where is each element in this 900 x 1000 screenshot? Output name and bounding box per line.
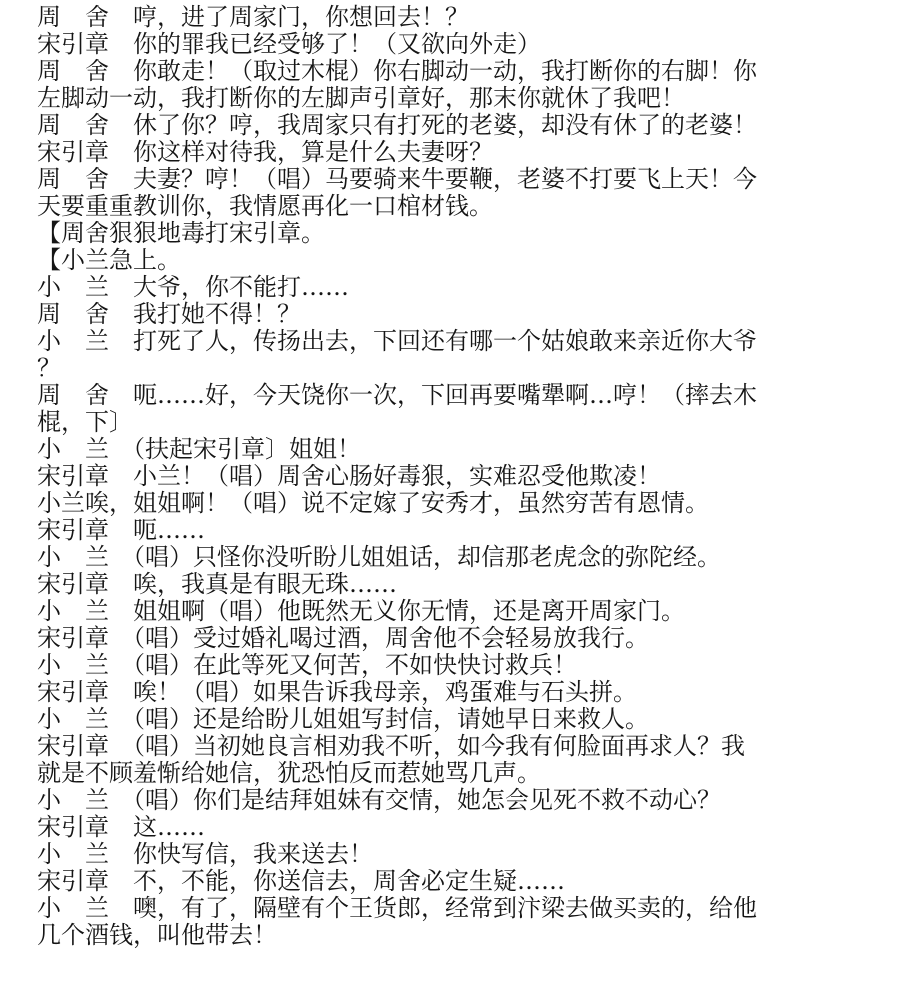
script-line: 周 舍 你敢走！（取过木棍）你右脚动一动，我打断你的右脚！你 xyxy=(37,57,757,85)
script-line: 小 兰 你快写信，我来送去！ xyxy=(37,840,373,868)
script-line: ？ xyxy=(37,354,61,382)
script-line: 宋引章 唉，我真是有眼无珠…… xyxy=(37,570,397,598)
script-line: 小 兰 大爷，你不能打…… xyxy=(37,273,349,301)
script-line: 宋引章 （唱）当初她良言相劝我不听，如今我有何脸面再求人？我 xyxy=(37,732,745,760)
script-line: 宋引章 这…… xyxy=(37,813,205,841)
script-line: 周 舍 休了你？哼，我周家只有打死的老婆，却没有休了的老婆！ xyxy=(37,111,757,139)
script-text xyxy=(37,4,877,949)
script-line: 几个酒钱，叫他带去！ xyxy=(37,921,277,949)
script-line: 棍，下〕 xyxy=(37,408,133,436)
script-line: 周 舍 哼，进了周家门，你想回去！？ xyxy=(37,3,469,31)
script-line: 小 兰 （扶起宋引章〕姐姐！ xyxy=(37,435,361,463)
script-line: 宋引章 呃…… xyxy=(37,516,205,544)
script-line: 【周舍狠狠地毒打宋引章。 xyxy=(37,219,325,247)
script-line: 左脚动一动，我打断你的左脚声引章好，那末你就休了我吧！ xyxy=(37,84,685,112)
script-line: 小 兰 （唱）只怪你没听盼儿姐姐话，却信那老虎念的弥陀经。 xyxy=(37,543,721,571)
script-line: 小 兰 （唱）还是给盼儿姐姐写封信，请她早日来救人。 xyxy=(37,705,649,733)
script-line: 小兰唉，姐姐啊！（唱）说不定嫁了安秀才，虽然穷苦有恩情。 xyxy=(37,489,709,517)
script-line: 就是不顾羞惭给她信，犹恐怕反而惹她骂几声。 xyxy=(37,759,541,787)
script-line: 小 兰 打死了人，传扬出去，下回还有哪一个姑娘敢来亲近你大爷 xyxy=(37,327,757,355)
script-line: 小 兰 （唱）你们是结拜姐妹有交情，她怎会见死不救不动心？ xyxy=(37,786,721,814)
script-line: 宋引章 小兰！（唱）周舍心肠好毒狠，实难忍受他欺凌！ xyxy=(37,462,661,490)
script-line: 小 兰 姐姐啊（唱）他既然无义你无情，还是离开周家门。 xyxy=(37,597,685,625)
script-line: 小 兰 （唱）在此等死又何苦，不如快快讨救兵！ xyxy=(37,651,577,679)
script-line: 宋引章 你这样对待我，算是什么夫妻呀？ xyxy=(37,138,493,166)
script-line: 天要重重教训你，我情愿再化一口棺材钱。 xyxy=(37,192,493,220)
script-line: 宋引章 （唱）受过婚礼喝过酒，周舍他不会轻易放我行。 xyxy=(37,624,649,652)
script-line: 宋引章 不，不能，你送信去，周舍必定生疑…… xyxy=(37,867,565,895)
script-line: 宋引章 你的罪我已经受够了！（又欲向外走） xyxy=(37,30,541,58)
script-line: 周 舍 我打她不得！？ xyxy=(37,300,301,328)
script-line: 小 兰 噢，有了，隔壁有个王货郎，经常到汴梁去做买卖的，给他 xyxy=(37,894,757,922)
script-line: 宋引章 唉！（唱）如果告诉我母亲，鸡蛋难与石头拼。 xyxy=(37,678,637,706)
script-line: 【小兰急上。 xyxy=(37,246,181,274)
script-line: 周 舍 呃……好，今天饶你一次，下回再要嘴犟啊…哼！（摔去木 xyxy=(37,381,757,409)
script-line: 周 舍 夫妻？哼！（唱）马要骑来牛要鞭，老婆不打要飞上天！今 xyxy=(37,165,757,193)
